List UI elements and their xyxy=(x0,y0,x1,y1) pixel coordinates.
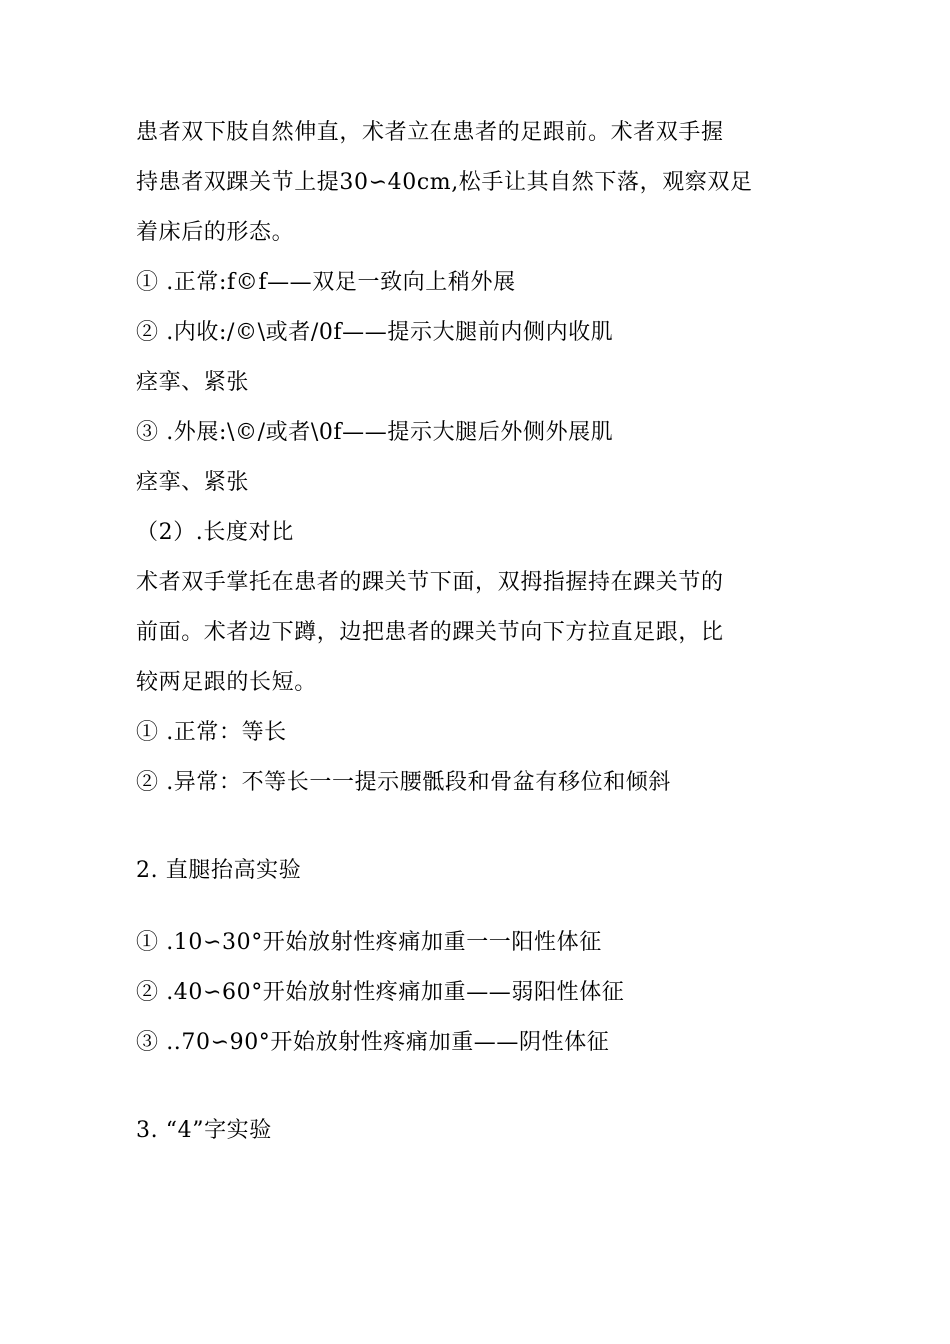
blank-gap xyxy=(136,808,826,846)
subheading: （2）.长度对比 xyxy=(136,520,294,545)
list-item: 痉挛、紧张 xyxy=(136,370,250,395)
paragraph-line: 着床后的形态。 xyxy=(136,220,295,245)
paragraph-line: 较两足跟的长短。 xyxy=(136,670,317,695)
document-page xyxy=(136,108,826,1156)
list-item: ② .40∽60°开始放射性疼痛加重——弱阳性体征 xyxy=(136,980,625,1005)
list-item: 痉挛、紧张 xyxy=(136,470,250,495)
list-item: ② .内收:/©\或者/0f——提示大腿前内侧内收肌 xyxy=(136,320,614,345)
section-heading: 2. 直腿抬高实验 xyxy=(136,858,302,883)
list-item: ① .正常：等长 xyxy=(136,720,287,745)
blank-gap xyxy=(136,896,826,918)
list-item: ① .10∽30°开始放射性疼痛加重一一阳性体征 xyxy=(136,930,602,955)
paragraph-line: 患者双下肢自然伸直，术者立在患者的足跟前。术者双手握 xyxy=(136,120,724,145)
paragraph-line: 前面。术者边下蹲，边把患者的踝关节向下方拉直足跟，比 xyxy=(136,620,724,645)
paragraph-line: 术者双手掌托在患者的踝关节下面，双拇指握持在踝关节的 xyxy=(136,570,724,595)
list-item: ② .异常：不等长一一提示腰骶段和骨盆有移位和倾斜 xyxy=(136,770,671,795)
list-item: ③ ..70∽90°开始放射性疼痛加重——阴性体征 xyxy=(136,1030,610,1055)
list-item: ③ .外展:\©/或者\0f——提示大腿后外侧外展肌 xyxy=(136,420,614,445)
paragraph-line: 持患者双踝关节上提30∽40cm,松手让其自然下落，观察双足 xyxy=(136,170,753,195)
blank-gap xyxy=(136,1068,826,1106)
list-item: ① .正常:f©f——双足一致向上稍外展 xyxy=(136,270,516,295)
section-heading: 3. “4”字实验 xyxy=(136,1118,272,1143)
